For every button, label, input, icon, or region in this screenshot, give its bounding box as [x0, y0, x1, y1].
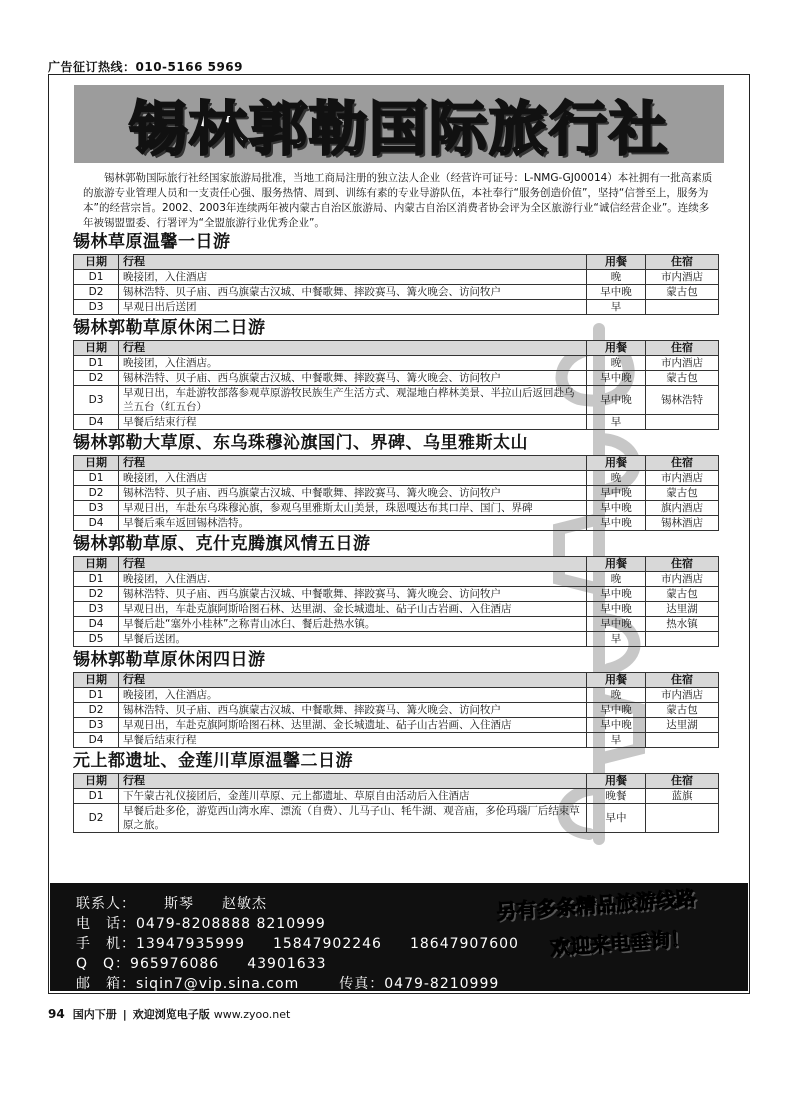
route-title: 锡林郭勒草原、克什克腾旗风情五日游: [73, 534, 371, 554]
row-lodging: [646, 733, 719, 748]
header-meals: 用餐: [587, 341, 646, 356]
row-day: D2: [74, 486, 119, 501]
section-name: 国内下册: [72, 1008, 117, 1021]
route-6: [73, 750, 719, 833]
contact-person-label: 联系人：: [76, 896, 136, 912]
row-itinerary: 锡林浩特、贝子庙、西乌旗蒙古汉城、中餐歌舞、摔跤赛马、篝火晚会、访问牧户: [119, 371, 587, 386]
table-row: [74, 300, 719, 315]
row-meals: 早: [587, 300, 646, 315]
row-itinerary: 早餐后乘车返回锡林浩特。: [119, 516, 587, 531]
header-itinerary: 行程: [119, 774, 587, 789]
row-lodging: 蓝旗: [646, 789, 719, 804]
table-row: [74, 415, 719, 430]
ad-hotline: 广告征订热线：010-5166 5969: [48, 60, 244, 74]
row-itinerary: 早观日出，车赴东乌珠穆沁旗，参观乌里雅斯太山美景，珠恩嘎达布其口岸、国门、界碑: [119, 501, 587, 516]
row-day: D1: [74, 356, 119, 371]
table-header: [74, 774, 719, 789]
itinerary-table: [73, 672, 719, 748]
header-itinerary: 行程: [119, 255, 587, 270]
row-lodging: 市内酒店: [646, 572, 719, 587]
row-itinerary: 早观日出，车赴游牧部落参观草原游牧民族生产生活方式、观湿地白桦林美景、半拉山后返回赴乌兰五台（红五台）: [119, 386, 587, 415]
row-meals: 早中晚: [587, 371, 646, 386]
table-row: [74, 617, 719, 632]
row-day: D4: [74, 617, 119, 632]
table-row: [74, 804, 719, 833]
row-lodging: [646, 632, 719, 647]
row-lodging: 蒙古包: [646, 587, 719, 602]
row-lodging: 旗内酒店: [646, 501, 719, 516]
route-3: [73, 432, 719, 531]
table-row: [74, 501, 719, 516]
route-title: 锡林郭勒草原休闲二日游: [73, 318, 266, 338]
row-meals: 早中晚: [587, 285, 646, 300]
route-title: 锡林郭勒大草原、东乌珠穆沁旗国门、界碑、乌里雅斯太山: [73, 433, 528, 453]
mobile-number-2[interactable]: 15847902246: [272, 936, 382, 952]
itinerary-table: [73, 254, 719, 315]
row-lodging: 锡林浩特: [646, 386, 719, 415]
contact-person-2: 赵敏杰: [222, 896, 267, 912]
phone-label: 电 话：: [76, 916, 136, 932]
table-row: [74, 371, 719, 386]
row-lodging: 蒙古包: [646, 285, 719, 300]
table-row: [74, 516, 719, 531]
table-header: [74, 456, 719, 471]
itinerary-table: [73, 340, 719, 430]
header-lodging: 住宿: [646, 456, 719, 471]
table-row: [74, 602, 719, 617]
row-lodging: 市内酒店: [646, 471, 719, 486]
row-itinerary: 早餐后结束行程: [119, 415, 587, 430]
email-label: 邮 箱：: [76, 976, 136, 992]
table-row: [74, 471, 719, 486]
header-lodging: 住宿: [646, 255, 719, 270]
table-header: [74, 557, 719, 572]
promo-call-us: 欢迎来电垂询！: [549, 926, 691, 960]
contact-person-line: [76, 893, 295, 913]
row-lodging: [646, 804, 719, 833]
row-meals: 晚: [587, 688, 646, 703]
contact-panel: [50, 883, 748, 991]
row-meals: 早: [587, 632, 646, 647]
header-day: 日期: [74, 456, 119, 471]
row-lodging: 市内酒店: [646, 688, 719, 703]
row-day: D4: [74, 733, 119, 748]
route-list: [49, 231, 749, 835]
row-lodging: [646, 300, 719, 315]
agency-intro: 锡林郭勒国际旅行社经国家旅游局批准，当地工商局注册的独立法人企业（经营许可证号：L-NMG-GJ00014）本社拥有一批高素质的旅游专业管理人员和一支责任心强、服务热情、周到、训练有素的专业导游队伍，本社奉行“服务创造价值”，坚持“信誉至上，服务为本”的经营宗旨。2002、2003年连续两年被内蒙古自治区旅游局、内蒙古自治区消费者协会评为全区旅游行业“诚信经营企业”。连续多年被锡盟盟委、行署评为“全盟旅游行业优秀企业”。: [83, 172, 713, 229]
phone-line: [76, 913, 354, 933]
itinerary-table: [73, 455, 719, 531]
table-row: [74, 733, 719, 748]
table-row: [74, 789, 719, 804]
email-address[interactable]: siqin7@vip.sina.com: [136, 976, 300, 992]
row-meals: 晚: [587, 572, 646, 587]
footer-slogan: 欢迎浏览电子版: [132, 1008, 210, 1021]
header-day: 日期: [74, 774, 119, 789]
row-lodging: 蒙古包: [646, 486, 719, 501]
row-meals: 早中晚: [587, 386, 646, 415]
row-day: D2: [74, 804, 119, 833]
row-meals: 早中晚: [587, 587, 646, 602]
row-itinerary: 晚接团，入住酒店: [119, 270, 587, 285]
row-day: D3: [74, 300, 119, 315]
header-meals: 用餐: [587, 774, 646, 789]
row-meals: 晚餐: [587, 789, 646, 804]
qq-number-1[interactable]: 965976086: [130, 956, 220, 972]
row-itinerary: 锡林浩特、贝子庙、西乌旗蒙古汉城、中餐歌舞、摔跤赛马、篝火晚会、访问牧户: [119, 486, 587, 501]
row-lodging: [646, 415, 719, 430]
table-row: [74, 572, 719, 587]
row-day: D2: [74, 703, 119, 718]
row-lodging: 达里湖: [646, 718, 719, 733]
table-row: [74, 285, 719, 300]
advertisement-frame: [48, 74, 750, 994]
table-row: [74, 270, 719, 285]
row-day: D1: [74, 471, 119, 486]
header-meals: 用餐: [587, 255, 646, 270]
row-itinerary: 锡林浩特、贝子庙、西乌旗蒙古汉城、中餐歌舞、摔跤赛马、篝火晚会、访问牧户: [119, 587, 587, 602]
table-row: [74, 587, 719, 602]
table-header: [74, 255, 719, 270]
row-itinerary: 锡林浩特、贝子庙、西乌旗蒙古汉城、中餐歌舞、摔跤赛马、篝火晚会、访问牧户: [119, 703, 587, 718]
row-itinerary: 晚接团，入住酒店。: [119, 688, 587, 703]
route-title: 锡林郭勒草原休闲四日游: [73, 650, 266, 670]
mobile-label: 手 机：: [76, 936, 136, 952]
table-row: [74, 632, 719, 647]
row-day: D3: [74, 718, 119, 733]
row-itinerary: 早餐后送团。: [119, 632, 587, 647]
fax-number[interactable]: 0479-8210999: [384, 976, 500, 992]
page-number: 94: [48, 1007, 65, 1021]
mobile-number-3[interactable]: 18647907600: [409, 936, 519, 952]
row-itinerary: 早观日出，车赴克旗阿斯哈图石林、达里湖、金长城遗址、砧子山古岩画、入住酒店: [119, 718, 587, 733]
header-lodging: 住宿: [646, 341, 719, 356]
row-meals: 晚: [587, 356, 646, 371]
email-line: [76, 973, 527, 993]
table-row: [74, 356, 719, 371]
row-itinerary: 下午蒙古礼仪接团后，金莲川草原、元上都遗址、草原自由活动后入住酒店: [119, 789, 587, 804]
row-day: D1: [74, 572, 119, 587]
fax-label: 传真：: [339, 976, 385, 992]
row-itinerary: 早餐后赴“塞外小桂林”之称青山冰臼、餐后赴热水镇。: [119, 617, 587, 632]
row-meals: 早中晚: [587, 617, 646, 632]
phone-number[interactable]: 0479-8208888 8210999: [136, 916, 326, 932]
row-itinerary: 晚接团，入住酒店: [119, 471, 587, 486]
header-meals: 用餐: [587, 456, 646, 471]
row-meals: 早中晚: [587, 501, 646, 516]
header-itinerary: 行程: [119, 456, 587, 471]
header-meals: 用餐: [587, 673, 646, 688]
route-1: [73, 231, 719, 315]
table-row: [74, 688, 719, 703]
row-day: D3: [74, 501, 119, 516]
row-day: D1: [74, 688, 119, 703]
contact-person: 斯琴: [164, 896, 194, 912]
row-meals: 晚: [587, 270, 646, 285]
row-lodging: 达里湖: [646, 602, 719, 617]
row-itinerary: 锡林浩特、贝子庙、西乌旗蒙古汉城、中餐歌舞、摔跤赛马、篝火晚会、访问牧户: [119, 285, 587, 300]
row-itinerary: 早观日出，车赴克旗阿斯哈图石林、达里湖、金长城遗址、砧子山古岩画、入住酒店: [119, 602, 587, 617]
header-lodging: 住宿: [646, 557, 719, 572]
qq-number-2[interactable]: 43901633: [247, 956, 327, 972]
route-title: 元上都遗址、金莲川草原温馨二日游: [73, 751, 353, 771]
row-day: D1: [74, 270, 119, 285]
website-link[interactable]: www.zyoo.net: [213, 1008, 291, 1021]
row-meals: 早中: [587, 804, 646, 833]
promo-more-routes: 另有多条精品旅游线路: [495, 886, 697, 924]
row-itinerary: 晚接团，入住酒店.: [119, 572, 587, 587]
row-lodging: 热水镇: [646, 617, 719, 632]
row-itinerary: 早观日出后送团: [119, 300, 587, 315]
route-title: 锡林草原温馨一日游: [73, 232, 231, 252]
table-row: [74, 718, 719, 733]
row-lodging: 锡林酒店: [646, 516, 719, 531]
footer-separator: |: [122, 1008, 127, 1021]
row-lodging: 市内酒店: [646, 356, 719, 371]
mobile-line: [76, 933, 547, 953]
row-day: D3: [74, 602, 119, 617]
qq-label: Q Q：: [76, 956, 131, 972]
row-meals: 早中晚: [587, 602, 646, 617]
header-meals: 用餐: [587, 557, 646, 572]
header-itinerary: 行程: [119, 557, 587, 572]
header-day: 日期: [74, 255, 119, 270]
row-day: D2: [74, 371, 119, 386]
table-row: [74, 486, 719, 501]
itinerary-table: [73, 556, 719, 647]
header-day: 日期: [74, 341, 119, 356]
row-meals: 早中晚: [587, 718, 646, 733]
header-lodging: 住宿: [646, 673, 719, 688]
row-lodging: 市内酒店: [646, 270, 719, 285]
row-day: D2: [74, 285, 119, 300]
row-day: D1: [74, 789, 119, 804]
row-itinerary: 晚接团，入住酒店。: [119, 356, 587, 371]
row-day: D2: [74, 587, 119, 602]
mobile-number-1[interactable]: 13947935999: [136, 936, 245, 952]
header-day: 日期: [74, 673, 119, 688]
page-footer: [48, 1006, 290, 1022]
title-banner: [74, 85, 724, 163]
row-lodging: 蒙古包: [646, 703, 719, 718]
table-header: [74, 341, 719, 356]
row-itinerary: 早餐后赴多伦，游览西山湾水库、漂流（自费）、儿马子山、牦牛湖、观音庙，多伦玛瑙厂后结束草原之旅。: [119, 804, 587, 833]
row-lodging: 蒙古包: [646, 371, 719, 386]
row-meals: 早: [587, 733, 646, 748]
header-lodging: 住宿: [646, 774, 719, 789]
header-itinerary: 行程: [119, 341, 587, 356]
qq-line: [76, 953, 354, 973]
route-4: [73, 533, 719, 647]
header-itinerary: 行程: [119, 673, 587, 688]
agency-title: 锡林郭勒国际旅行社: [128, 95, 669, 163]
table-row: [74, 386, 719, 415]
row-meals: 早中晚: [587, 486, 646, 501]
row-day: D4: [74, 516, 119, 531]
row-meals: 晚: [587, 471, 646, 486]
row-meals: 早中晚: [587, 703, 646, 718]
row-meals: 早中晚: [587, 516, 646, 531]
row-meals: 早: [587, 415, 646, 430]
table-header: [74, 673, 719, 688]
route-2: [73, 317, 719, 430]
row-day: D4: [74, 415, 119, 430]
row-day: D5: [74, 632, 119, 647]
itinerary-table: [73, 773, 719, 833]
header-day: 日期: [74, 557, 119, 572]
row-day: D3: [74, 386, 119, 415]
table-row: [74, 703, 719, 718]
route-5: [73, 649, 719, 748]
row-itinerary: 早餐后结束行程: [119, 733, 587, 748]
